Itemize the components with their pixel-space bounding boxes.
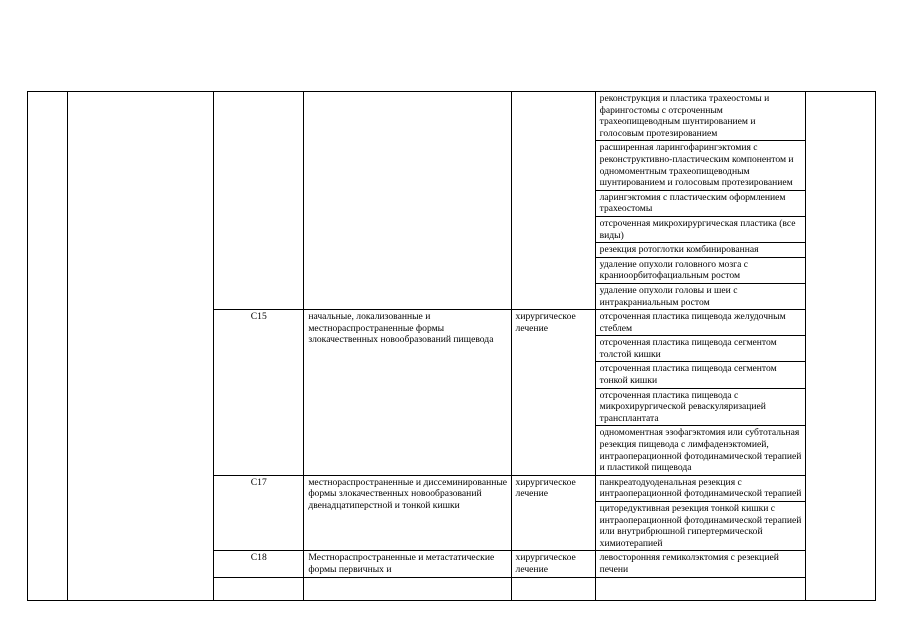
cell-method: отсроченная микрохирургическая пластика (все виды) [595,216,805,242]
cell-icd-code: C17 [214,475,304,551]
cell-method: расширенная ларингофарингэктомия с реконструктивно-пластическим компонентом и одномоментным трахеопищеводным шунтированием и голосовым протезированием [595,141,805,190]
cell-method: отсроченная пластика пищевода сегментом толстой кишки [595,336,805,362]
cell-method: резекция ротоглотки комбинированная [595,243,805,258]
cell-treatment-type [511,92,595,310]
procedures-table [27,91,876,601]
cell-method: ларингэктомия с пластическим оформлением трахеостомы [595,190,805,216]
document-page [27,91,876,640]
cell-cost [805,92,875,601]
cell-continuation [304,577,511,600]
cell-method: удаление опухоли головного мозга с краниоорбитофациальным ростом [595,257,805,283]
cell-patient-model: Местнораспространенные и метастатические формы первичных и [304,551,511,577]
cell-group-name [68,92,214,601]
cell-continuation [595,577,805,600]
cell-method: панкреатодуоденальная резекция с интраоперационной фотодинамической терапией [595,475,805,501]
cell-icd-code [214,92,304,310]
cell-method: циторедуктивная резекция тонкой кишки с интраоперационной фотодинамической терапией или внутрибрюшной гипертермической химиотерапией [595,502,805,551]
table-row [28,92,876,141]
cell-method: отсроченная пластика пищевода с микрохирургической реваскуляризацией трансплантата [595,388,805,426]
cell-continuation [511,577,595,600]
cell-treatment-type: хирургическое лечение [511,551,595,577]
cell-method: левосторонняя гемиколэктомия с резекцией печени [595,551,805,577]
cell-treatment-type: хирургическое лечение [511,475,595,551]
cell-number [28,92,68,601]
cell-patient-model: местнораспространенные и диссеминированные формы злокачественных новообразований двенадцатиперстной и тонкой кишки [304,475,511,551]
cell-method: удаление опухоли головы и шеи с интракраниальным ростом [595,283,805,309]
cell-patient-model: начальные, локализованные и местнораспространенные формы злокачественных новообразований пищевода [304,310,511,476]
cell-method: отсроченная пластика пищевода сегментом тонкой кишки [595,362,805,388]
cell-icd-code: C15 [214,310,304,476]
cell-method: реконструкция и пластика трахеостомы и фарингостомы с отсроченным трахеопищеводным шунтированием и голосовым протезированием [595,92,805,141]
cell-treatment-type: хирургическое лечение [511,310,595,476]
cell-method: отсроченная пластика пищевода желудочным стеблем [595,310,805,336]
cell-icd-code: C18 [214,551,304,577]
cell-continuation [214,577,304,600]
cell-patient-model [304,92,511,310]
cell-method: одномоментная эзофагэктомия или субтотальная резекция пищевода с лимфаденэктомией, интраоперационной фотодинамической терапией и пластикой пищевода [595,426,805,475]
